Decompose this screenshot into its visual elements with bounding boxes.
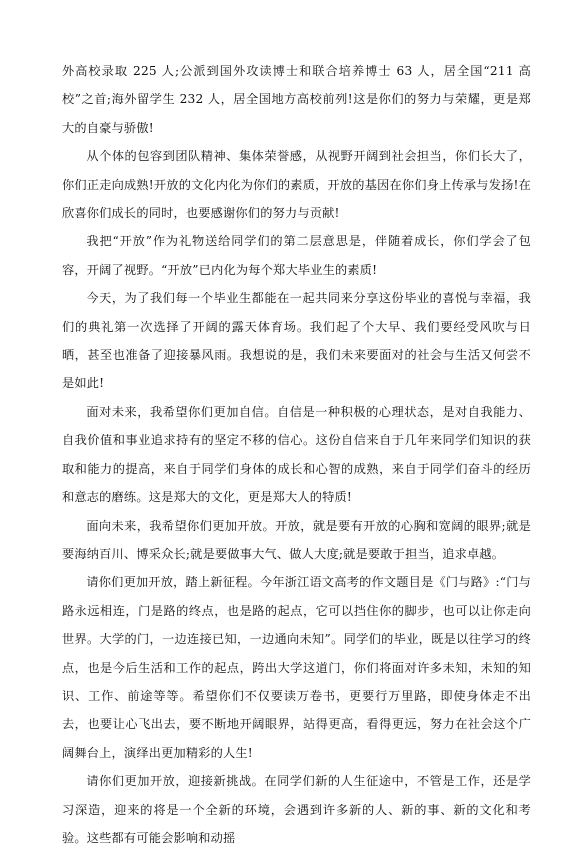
paragraph-3: 我把“开放”作为礼物送给同学们的第二层意思是，伴随着成长，你们学会了包容，开阔了视野。“开放”已内化为每个郑大毕业生的素质! (62, 234, 531, 277)
paragraph-5: 面对未来，我希望你们更加自信。自信是一种积极的心理状态，是对自我能力、自我价值和事业追求持有的坚定不移的信心。这份自信来自于几年来同学们知识的获取和能力的提高，来自于同学们身体的成长和心智的成熟，来自于同学们奋斗的经历和意志的磨练。这是郑大的文化，更是郑大人的特质! (62, 404, 531, 505)
paragraph-6: 面向未来，我希望你们更加开放。开放，就是要有开放的心胸和宽阔的眼界;就是要海纳百川、博采众长;就是要做事大气、做人大度;就是要敢于担当，追求卓越。 (62, 518, 531, 561)
paragraph-8: 请你们更加开放，迎接新挑战。在同学们新的人生征途中，不管是工作，还是学习深造，迎来的将是一个全新的环境，会遇到许多新的人、新的事、新的文化和考验。这些都有可能会影响和动摇 (62, 774, 531, 845)
paragraph-1: 外高校录取 225 人;公派到国外攻读博士和联合培养博士 63 人，居全国“211 高校”之首;海外留学生 232 人，居全国地方高校前列!这是你们的努力与荣耀，更是郑大的自豪与骄傲! (62, 64, 531, 135)
paragraph-2: 从个体的包容到团队精神、集体荣誉感，从视野开阔到社会担当，你们长大了，你们正走向成熟!开放的文化内化为你们的素质，开放的基因在你们身上传承与发扬!在欣喜你们成长的同时，也要感谢你们的努力与贡献! (62, 149, 531, 221)
paragraph-4: 今天，为了我们每一个毕业生都能在一起共同来分享这份毕业的喜悦与幸福，我们的典礼第一次选择了开阔的露天体育场。我们起了个大早、我们要经受风吹与日晒，甚至也准备了迎接暴风雨。我想说的是，我们未来要面对的社会与生活又何尝不是如此! (62, 291, 531, 391)
paragraph-7: 请你们更加开放，踏上新征程。今年浙江语文高考的作文题目是《门与路》:“门与路永远相连，门是路的终点，也是路的起点，它可以挡住你的脚步，也可以让你走向世界。大学的门，一边连接已知，一边通向未知”。同学们的毕业，既是以往学习的终点，也是今后生活和工作的起点，跨出大学这道门，你们将面对许多未知，未知的知识、工作、前途等等。希望你们不仅要读万卷书，更要行万里路，即使身体走不出去，也要让心飞出去，要不断地开阔眼界，站得更高，看得更远，努力在社会这个广阔舞台上，演绎出更加精彩的人生! (62, 575, 531, 760)
